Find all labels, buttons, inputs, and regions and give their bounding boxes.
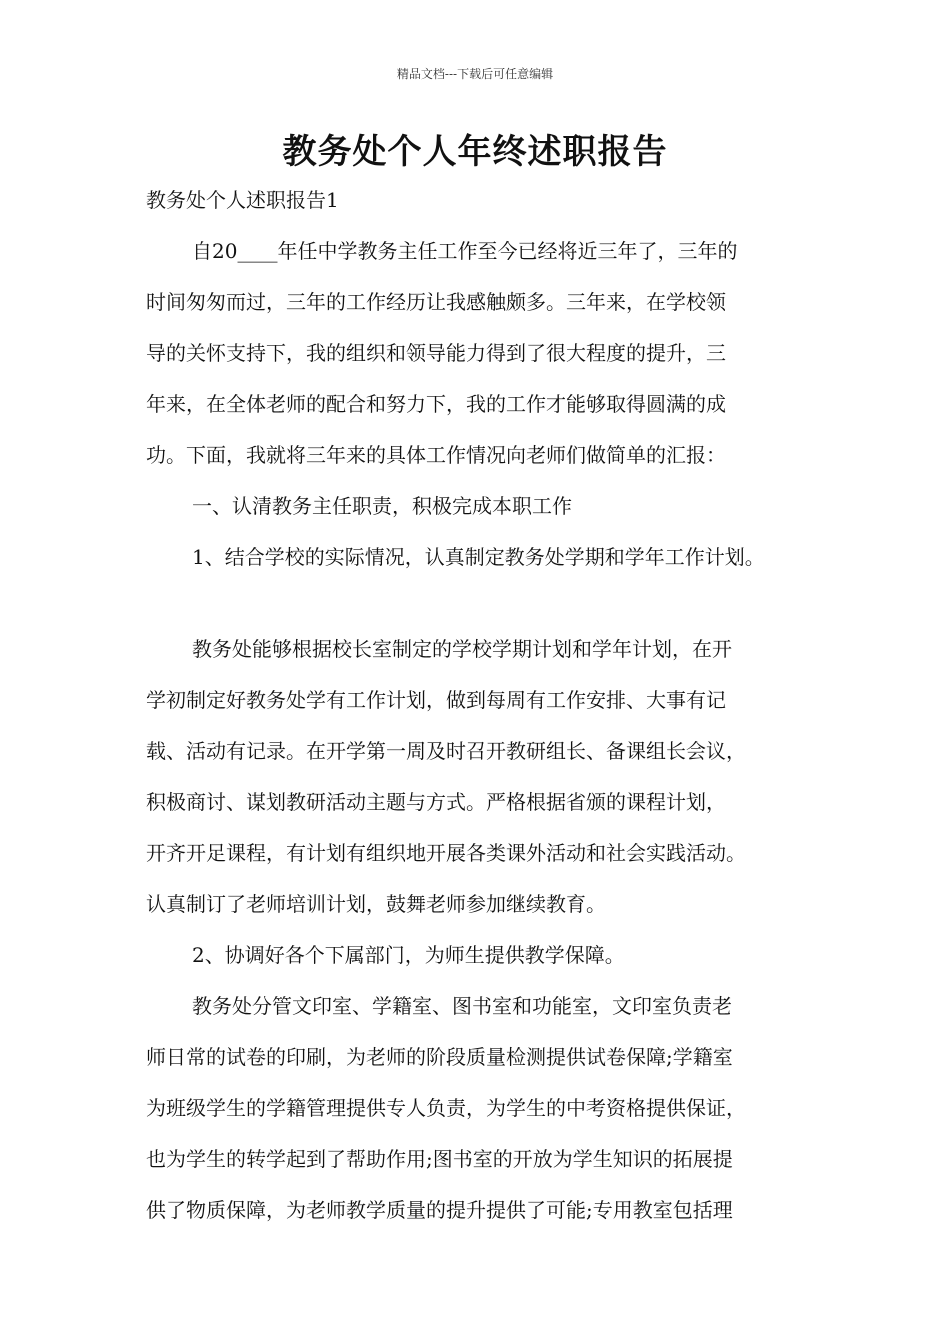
paragraph-2-line-1: 教务处能够根据校长室制定的学校学期计划和学年计划，在开 [192,637,732,661]
paragraph-1-line-3: 导的关怀支持下，我的组织和领导能力得到了很大程度的提升，三 [146,341,726,365]
paragraph-3-line-2: 师日常的试卷的印刷，为老师的阶段质量检测提供试卷保障;学籍室 [146,1045,733,1069]
section-heading-1: 一、认清教务主任职责，积极完成本职工作 [192,494,572,518]
paragraph-1-line-5: 功。下面，我就将三年来的具体工作情况向老师们做简单的汇报： [146,443,726,467]
paragraph-1-line-2: 时间匆匆而过，三年的工作经历让我感触颇多。三年来，在学校领 [146,290,726,314]
paragraph-3-line-3: 为班级学生的学籍管理提供专人负责，为学生的中考资格提供保证， [146,1096,746,1120]
paragraph-2-line-5: 开齐开足课程，有计划有组织地开展各类课外活动和社会实践活动。 [146,841,746,865]
paragraph-1-line-4: 年来，在全体老师的配合和努力下，我的工作才能够取得圆满的成 [146,392,726,416]
body-section-bottom [146,624,804,1236]
paragraph-2-line-3: 载、活动有记录。在开学第一周及时召开教研组长、备课组长会议， [146,739,746,763]
paragraph-1-line-1: 自20____年任中学教务主任工作至今已经将近三年了，三年的 [192,239,738,263]
paragraph-3-line-5: 供了物质保障，为老师教学质量的提升提供了可能;专用教室包括理 [146,1198,733,1222]
report-subheading: 教务处个人述职报告1 [146,188,339,212]
document-title: 教务处个人年终述职报告 [282,132,668,172]
page-header-note: 精品文档---下载后可任意编辑 [396,67,554,81]
paragraph-3-line-1: 教务处分管文印室、学籍室、图书室和功能室，文印室负责老 [192,994,732,1018]
paragraph-2-line-4: 积极商讨、谋划教研活动主题与方式。严格根据省颁的课程计划， [146,790,726,814]
paragraph-2-line-2: 学初制定好教务处学有工作计划，做到每周有工作安排、大事有记 [146,688,726,712]
paragraph-3-line-4: 也为学生的转学起到了帮助作用;图书室的开放为学生知识的拓展提 [146,1147,733,1171]
paragraph-2-line-6: 认真制订了老师培训计划，鼓舞老师参加继续教育。 [146,892,606,916]
body-section-top [146,226,804,583]
item-heading-1: 1、结合学校的实际情况，认真制定教务处学期和学年工作计划。 [192,545,765,569]
item-heading-2: 2、协调好各个下属部门，为师生提供教学保障。 [192,943,625,967]
